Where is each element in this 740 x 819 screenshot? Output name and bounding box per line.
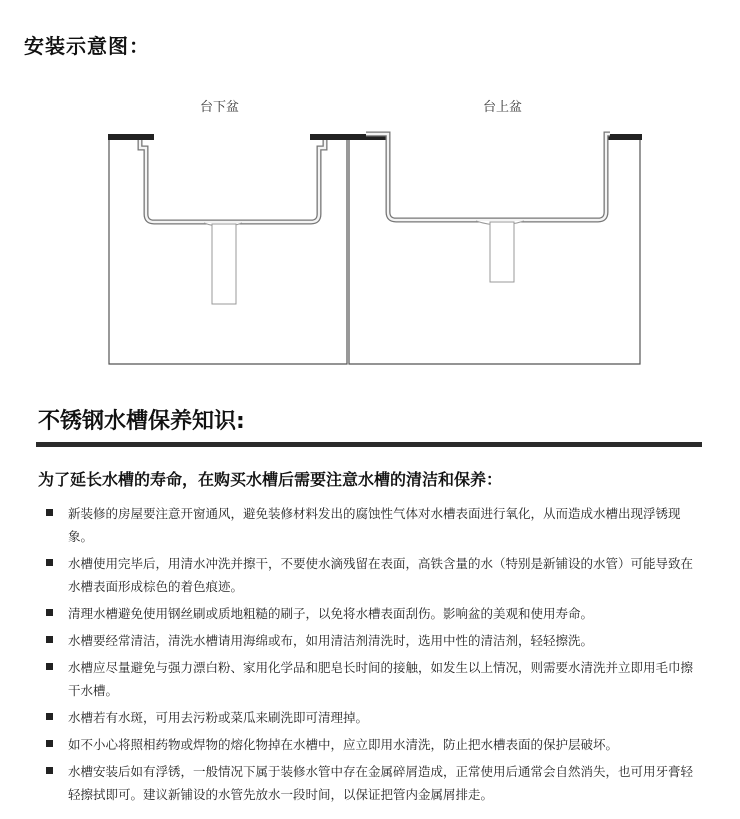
undermount-countertop-right <box>310 134 348 140</box>
note-text: 水槽使用完毕后，用清水冲洗并擦干，不要使水滴残留在表面，高铁含量的水（特别是新铺设的水管）可能导致在水槽表面形成棕色的着色痕迹。 <box>68 556 694 594</box>
bullet-icon <box>46 663 53 670</box>
list-item <box>44 629 704 652</box>
installation-diagram <box>0 88 740 378</box>
undermount-label: 台下盆 <box>200 100 240 115</box>
note-text: 水槽要经常清洁，清洗水槽请用海绵或布，如用清洁剂清洗时，选用中性的清洁剂，轻轻擦洗。 <box>68 633 594 648</box>
topmount-countertop-right <box>606 134 642 140</box>
bullet-icon <box>46 609 53 616</box>
undermount-sink-basin <box>140 140 325 222</box>
section-divider <box>36 442 702 447</box>
note-text: 清理水槽避免使用钢丝刷或质地粗糙的刷子，以免将水槽表面刮伤。影响盆的美观和使用寿命。 <box>68 606 594 621</box>
note-text: 水槽若有水斑，可用去污粉或菜瓜来刷洗即可清理掉。 <box>68 710 369 725</box>
topmount-label: 台上盆 <box>483 100 523 115</box>
list-item <box>44 656 704 702</box>
undermount-drain-pipe <box>204 223 242 304</box>
bullet-icon <box>46 713 53 720</box>
list-item <box>44 706 704 729</box>
note-text: 新装修的房屋要注意开窗通风，避免装修材料发出的腐蚀性气体对水槽表面进行氧化，从而造成水槽出现浮锈现象。 <box>68 506 681 544</box>
page-title: 安装示意图： <box>24 34 150 58</box>
care-notes-list <box>44 502 704 810</box>
list-item <box>44 760 704 806</box>
section-title: 不锈钢水槽保养知识: <box>38 409 245 434</box>
undermount-countertop-left <box>108 134 154 140</box>
topmount-drain-pipe <box>476 221 524 282</box>
note-text: 水槽应尽量避免与强力漂白粉、家用化学品和肥皂长时间的接触，如发生以上情况，则需要水清洗并立即用毛巾擦干水槽。 <box>68 660 694 698</box>
topmount-sink-basin <box>366 134 610 220</box>
list-item <box>44 733 704 756</box>
list-item <box>44 552 704 598</box>
note-text: 如不小心将照相药物或焊物的熔化物掉在水槽中，应立即用水清洗，防止把水槽表面的保护层破坏。 <box>68 737 619 752</box>
list-item <box>44 602 704 625</box>
bullet-icon <box>46 636 53 643</box>
bullet-icon <box>46 509 53 516</box>
note-text: 水槽安装后如有浮锈，一般情况下属于装修水管中存在金属碎屑造成，正常使用后通常会自然消失，也可用牙膏轻轻擦拭即可。建议新铺设的水管先放水一段时间，以保证把管内金属屑排走。 <box>68 764 694 802</box>
bullet-icon <box>46 740 53 747</box>
bullet-icon <box>46 767 53 774</box>
care-subtitle: 为了延长水槽的寿命，在购买水槽后需要注意水槽的清洁和保养： <box>38 470 503 489</box>
list-item <box>44 502 704 548</box>
bullet-icon <box>46 559 53 566</box>
